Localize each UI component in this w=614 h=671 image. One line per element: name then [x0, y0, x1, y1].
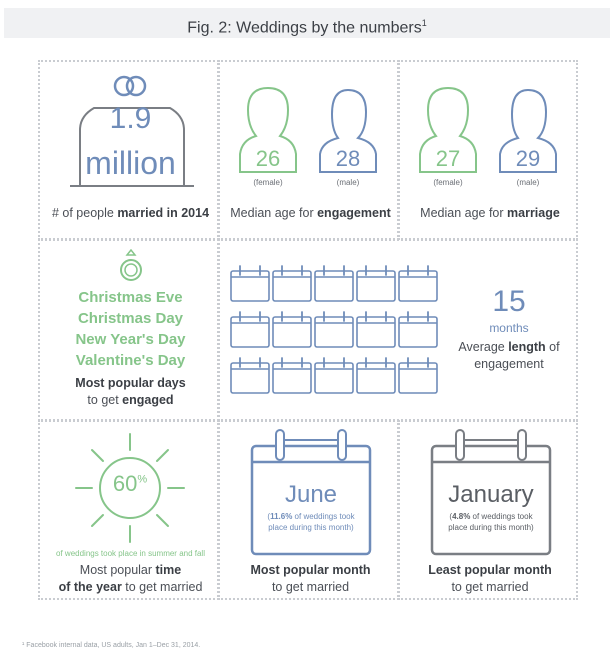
marriage-age-caption: Median age for marriage — [420, 206, 560, 220]
engagement-length-caption: Average length of engagement — [458, 340, 560, 371]
most-popular-month-name: June — [284, 481, 338, 508]
ring-icon — [118, 249, 144, 283]
engagement-length-unit: months — [489, 321, 529, 335]
figure-title-bar — [4, 8, 610, 38]
least-popular-month-name: January — [448, 481, 534, 508]
engagement-length-number: 15 — [492, 285, 526, 318]
least-popular-month-caption: Least popular month to get married — [428, 563, 552, 594]
married-number: 1.9 — [109, 102, 152, 135]
calendar-icon — [273, 266, 311, 301]
calendar-icon — [231, 358, 269, 393]
cell-popular-days — [38, 239, 219, 421]
engagement-age-caption: Median age for engagement — [230, 206, 391, 220]
cell-most-popular-month — [218, 420, 399, 600]
cell-season — [38, 420, 219, 600]
cell-marriage-age — [398, 60, 578, 240]
infographic-grid — [38, 60, 578, 600]
calendar-icon — [357, 358, 395, 393]
cell-least-popular-month — [398, 420, 578, 600]
marriage-female-label: (female) — [433, 178, 463, 187]
calendar-icon — [273, 312, 311, 347]
married-unit: million — [85, 145, 176, 181]
season-caption: Most popular time of the year to get married — [58, 563, 203, 594]
calendar-icon — [315, 312, 353, 347]
calendar-icon — [231, 266, 269, 301]
married-caption: # of people married in 2014 — [51, 206, 210, 220]
calendar-icon — [315, 266, 353, 301]
marriage-male-label: (male) — [516, 178, 540, 187]
popular-days-caption: Most popular days to get engaged — [75, 376, 186, 407]
calendar-grid — [230, 265, 450, 405]
calendar-icon — [399, 358, 437, 393]
calendar-icon — [399, 312, 437, 347]
calendar-icon — [357, 266, 395, 301]
marriage-female-age: 27 — [435, 146, 461, 171]
most-popular-month-detail: (11.6% of weddings took place during this month) — [267, 512, 355, 532]
title-footnote-marker: 1 — [421, 18, 427, 28]
popular-day: Christmas Eve — [78, 289, 183, 306]
least-popular-month-detail: (4.8% of weddings took place during this month) — [448, 512, 534, 532]
popular-day: Christmas Day — [77, 310, 184, 327]
season-subcaption: of weddings took place in summer and fall — [56, 549, 205, 558]
engagement-female-age: 26 — [255, 146, 281, 171]
calendar-icon — [315, 358, 353, 393]
calendar-icon — [357, 312, 395, 347]
footnote: ¹ Facebook internal data, US adults, Jan 1–Dec 31, 2014. — [22, 642, 201, 649]
cell-married — [38, 60, 219, 240]
popular-days-list — [40, 287, 221, 371]
engagement-female-label: (female) — [253, 178, 283, 187]
engagement-male-age: 28 — [335, 146, 361, 171]
season-percent: 60% — [112, 471, 148, 496]
calendar-icon — [231, 312, 269, 347]
calendar-icon — [273, 358, 311, 393]
popular-day: Valentine's Day — [75, 352, 186, 369]
calendar-icon — [399, 266, 437, 301]
marriage-male-age: 29 — [515, 146, 541, 171]
engagement-male-label: (male) — [336, 178, 360, 187]
cell-engagement-age — [218, 60, 399, 240]
calendar-icons — [230, 265, 450, 405]
most-popular-month-caption: Most popular month to get married — [250, 563, 371, 594]
popular-day: New Year's Day — [75, 331, 186, 348]
figure-title: Fig. 2: Weddings by the numbers — [187, 19, 422, 37]
cell-engagement-length — [218, 239, 578, 421]
